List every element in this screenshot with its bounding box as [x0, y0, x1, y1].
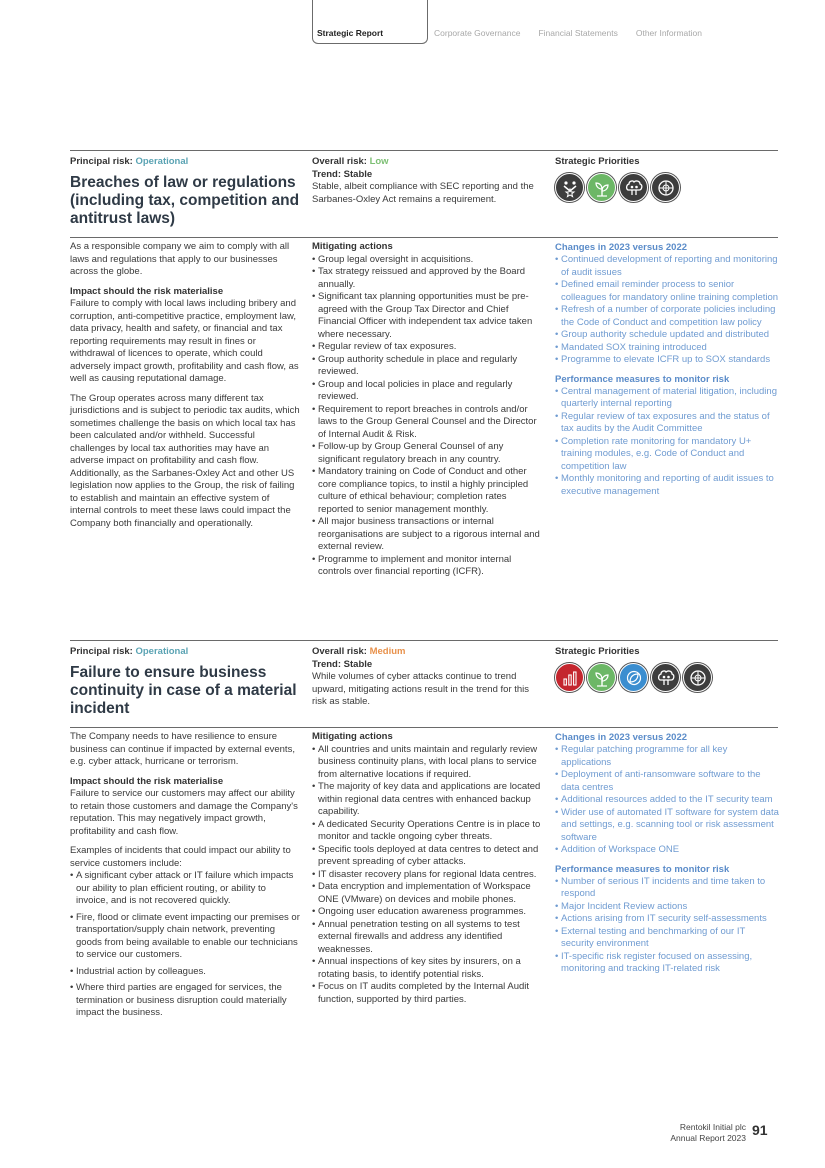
trend-text: Stable, albeit compliance with SEC reporting and the Sarbanes-Oxley Act remains a requirement. [312, 181, 534, 205]
risk-header [70, 645, 300, 718]
changes-and-measures [555, 731, 780, 976]
risk-title: Breaches of law or regulations (including tax, competition and antitrust laws) [70, 174, 300, 227]
principal-risk-label: Principal risk: [70, 646, 133, 657]
principal-risk-value: Operational [135, 646, 189, 657]
list-item: • Central management of material litigation, including quarterly internal reporting [555, 386, 780, 411]
mitigating-list [312, 254, 542, 579]
trend-label: Trend: Stable [312, 659, 373, 670]
trend-text: While volumes of cyber attacks continue to trend upward, mitigating actions result in the trend for this risk as stable. [312, 671, 530, 707]
list-item: • Annual inspections of key sites by insurers, on a rotating basis, to identify potential risks. [312, 956, 542, 981]
overall-risk [312, 155, 542, 206]
tab-corporate-governance[interactable]: Corporate Governance [434, 28, 521, 38]
list-item: • Mandatory training on Code of Conduct and other core compliance topics, to instil a highly principled culture of ethical behaviour; completion rates reported to senior management monthly. [312, 466, 542, 516]
report-name: Annual Report 2023 [670, 1133, 746, 1143]
list-item: • All countries and units maintain and regularly review business continuity plans, with local plans to service from alternative locations if required. [312, 744, 542, 782]
list-item: • Data encryption and implementation of Workspace ONE (VMware) on devices and mobile phones. [312, 881, 542, 906]
performance-heading: Performance measures to monitor risk [555, 863, 730, 875]
bar-chart-icon [555, 663, 584, 692]
overall-risk-value: Medium [369, 646, 406, 657]
list-item: • Tax strategy reissued and approved by the Board annually. [312, 266, 542, 291]
globe-icon [651, 173, 680, 202]
list-item: • Deployment of anti-ransomware software to the data centres [555, 769, 780, 794]
section-nav [312, 0, 702, 44]
list-item: • All major business transactions or internal reorganisations are subject to a rigorous internal and external review. [312, 516, 542, 554]
page-number: 91 [752, 1122, 768, 1138]
divider [70, 237, 778, 238]
risk-description [70, 241, 300, 530]
list-item: • IT-specific risk register focused on assessing, monitoring and tracking IT-related risk [555, 951, 780, 976]
overall-risk-label: Overall risk: [312, 156, 367, 167]
leaf-icon [619, 663, 648, 692]
changes-heading: Changes in 2023 versus 2022 [555, 732, 688, 743]
performance-list [555, 386, 780, 499]
changes-list [555, 744, 780, 857]
list-item: • Requirement to report breaches in controls and/or laws to the Group General Counsel and the Director of Internal Audit & Risk. [312, 404, 542, 442]
performance-heading: Performance measures to monitor risk [555, 373, 730, 385]
divider [70, 727, 778, 728]
list-item: • Significant tax planning opportunities must be pre-agreed with the Group Tax Director and Chief Financial Officer with independent tax advice taken where necessary. [312, 291, 542, 341]
divider [70, 150, 778, 151]
impact-text: Failure to comply with local laws including bribery and corruption, anti-competitive practice, employment law, data privacy, health and safety, or financial and tax reporting requirements may result in fines or withdrawal of licences to operate, which could adversely impact growth, profitability and cash flow, as well as causing reputational damage. [70, 298, 299, 384]
list-item: • Programme to implement and monitor internal controls over financial reporting (ICFR). [312, 554, 542, 579]
mitigating-heading: Mitigating actions [312, 241, 393, 252]
strategic-priorities-label: Strategic Priorities [555, 646, 640, 657]
divider [70, 640, 778, 641]
list-item: • Group and local policies in place and regularly reviewed. [312, 379, 542, 404]
intro-text: The Company needs to have resilience to ensure business can continue if impacted by external events, e.g. cyber attack, hurricane or terrorism. [70, 731, 295, 767]
tab-strategic-report[interactable]: Strategic Report [312, 0, 428, 44]
overall-risk-value: Low [369, 156, 389, 167]
risk-title: Failure to ensure business continuity in case of a material incident [70, 664, 297, 717]
list-item: • Additional resources added to the IT security team [555, 794, 780, 807]
list-item: • Industrial action by colleagues. [70, 966, 300, 979]
mitigating-heading: Mitigating actions [312, 731, 393, 742]
list-item: • Follow-up by Group General Counsel of any significant regulatory breach in any country. [312, 441, 542, 466]
mitigating-actions [312, 241, 542, 579]
list-item: • Mandated SOX training introduced [555, 342, 780, 355]
list-item: • Specific tools deployed at data centres to detect and prevent spreading of cyber attacks. [312, 844, 542, 869]
list-item: • Actions arising from IT security self-assessments [555, 913, 780, 926]
mitigating-list [312, 744, 542, 1007]
impact-heading: Impact should the risk materialise [70, 775, 224, 787]
list-item: • Number of serious IT incidents and time taken to respond [555, 876, 780, 901]
brain-gears-icon [651, 663, 680, 692]
strategic-priorities [555, 645, 780, 692]
priority-icons [555, 173, 780, 202]
list-item: • Defined email reminder process to senior colleagues for mandatory online training completion [555, 279, 780, 304]
list-item: • External testing and benchmarking of our IT security environment [555, 926, 780, 951]
list-item: • The majority of key data and applications are located within regional data centres with enhanced backup capability. [312, 781, 542, 819]
strategic-priorities [555, 155, 780, 202]
list-item: • A significant cyber attack or IT failure which impacts our ability to plan efficient routing, or ability to invoice, and is not recovered quickly. [70, 870, 300, 908]
list-item: • Refresh of a number of corporate policies including the Code of Conduct and competition law policy [555, 304, 780, 329]
tab-other-information[interactable]: Other Information [635, 28, 702, 38]
priority-icons [555, 663, 780, 692]
list-item: • Group authority schedule updated and distributed [555, 329, 780, 342]
intro-text: As a responsible company we aim to comply with all laws and regulations that apply to our businesses across the globe. [70, 241, 290, 277]
mitigating-actions [312, 731, 542, 1006]
overall-risk-label: Overall risk: [312, 646, 367, 657]
list-item: • Ongoing user education awareness programmes. [312, 906, 542, 919]
principal-risk-label: Principal risk: [70, 156, 133, 167]
impact-heading: Impact should the risk materialise [70, 285, 224, 297]
changes-and-measures [555, 241, 780, 498]
list-item: • Major Incident Review actions [555, 901, 780, 914]
list-item: • Group authority schedule in place and regularly reviewed. [312, 354, 542, 379]
changes-heading: Changes in 2023 versus 2022 [555, 242, 688, 253]
list-item: • Monthly monitoring and reporting of audit issues to executive management [555, 473, 780, 498]
list-item: • Addition of Workspace ONE [555, 844, 780, 857]
list-item: • Regular patching programme for all key applications [555, 744, 780, 769]
people-star-icon [555, 173, 584, 202]
list-item: • Continued development of reporting and monitoring of audit issues [555, 254, 780, 279]
risk-description [70, 731, 300, 1020]
list-item: • Regular review of tax exposures and the status of tax audits by the Audit Committee [555, 411, 780, 436]
impact-text: Failure to service our customers may affect our ability to retain those customers and damage the Company's reputation. This may negatively impact growth, profitability and cash flow. [70, 788, 298, 837]
impact-text-2: The Group operates across many different tax jurisdictions and is subject to periodic tax audits, which sometimes challenge the basis on which local tax has been calculated and/or withheld. Successful challenges by local tax authorities may have an adverse impact on profitability and cash flow. Additionally, as the Sarbanes-Oxley Act and other US legislation now applies to the Group, the risk of failing to establish and maintain an effective system of internal controls to meet these laws could impact the Company both financially and operationally. [70, 392, 300, 529]
risk-header [70, 155, 300, 228]
strategic-priorities-label: Strategic Priorities [555, 156, 640, 167]
changes-list [555, 254, 780, 367]
tab-financial-statements[interactable]: Financial Statements [538, 28, 618, 38]
examples-list [70, 870, 300, 1020]
list-item: • Completion rate monitoring for mandatory U+ training modules, e.g. Code of Conduct and competition law [555, 436, 780, 474]
list-item: • Focus on IT audits completed by the Internal Audit function, supported by third parties. [312, 981, 542, 1006]
list-item: • Where third parties are engaged for services, the termination or business disruption could materially impact the business. [70, 982, 300, 1020]
trend-label: Trend: Stable [312, 169, 373, 180]
list-item: • A dedicated Security Operations Centre is in place to monitor and tackle ongoing cyber threats. [312, 819, 542, 844]
list-item: • Group legal oversight in acquisitions. [312, 254, 542, 267]
globe-icon [683, 663, 712, 692]
list-item: • Fire, flood or climate event impacting our premises or transportation/supply chain network, preventing goods from being available to enable our technicians to service our customers. [70, 912, 300, 962]
list-item: • Annual penetration testing on all systems to test external firewalls and address any identified weaknesses. [312, 919, 542, 957]
plant-icon [587, 173, 616, 202]
plant-icon [587, 663, 616, 692]
list-item: • Programme to elevate ICFR up to SOX standards [555, 354, 780, 367]
list-item: • IT disaster recovery plans for regional ldata centres. [312, 869, 542, 882]
impact-text-2: Examples of incidents that could impact our ability to service customers include: [70, 845, 291, 869]
company-name: Rentokil Initial plc [679, 1122, 746, 1132]
principal-risk-value: Operational [135, 156, 189, 167]
list-item: • Regular review of tax exposures. [312, 341, 542, 354]
list-item: • Wider use of automated IT software for system data and settings, e.g. scanning tool or risk assessment software [555, 807, 780, 845]
overall-risk [312, 645, 542, 709]
performance-list [555, 876, 780, 976]
brain-gears-icon [619, 173, 648, 202]
